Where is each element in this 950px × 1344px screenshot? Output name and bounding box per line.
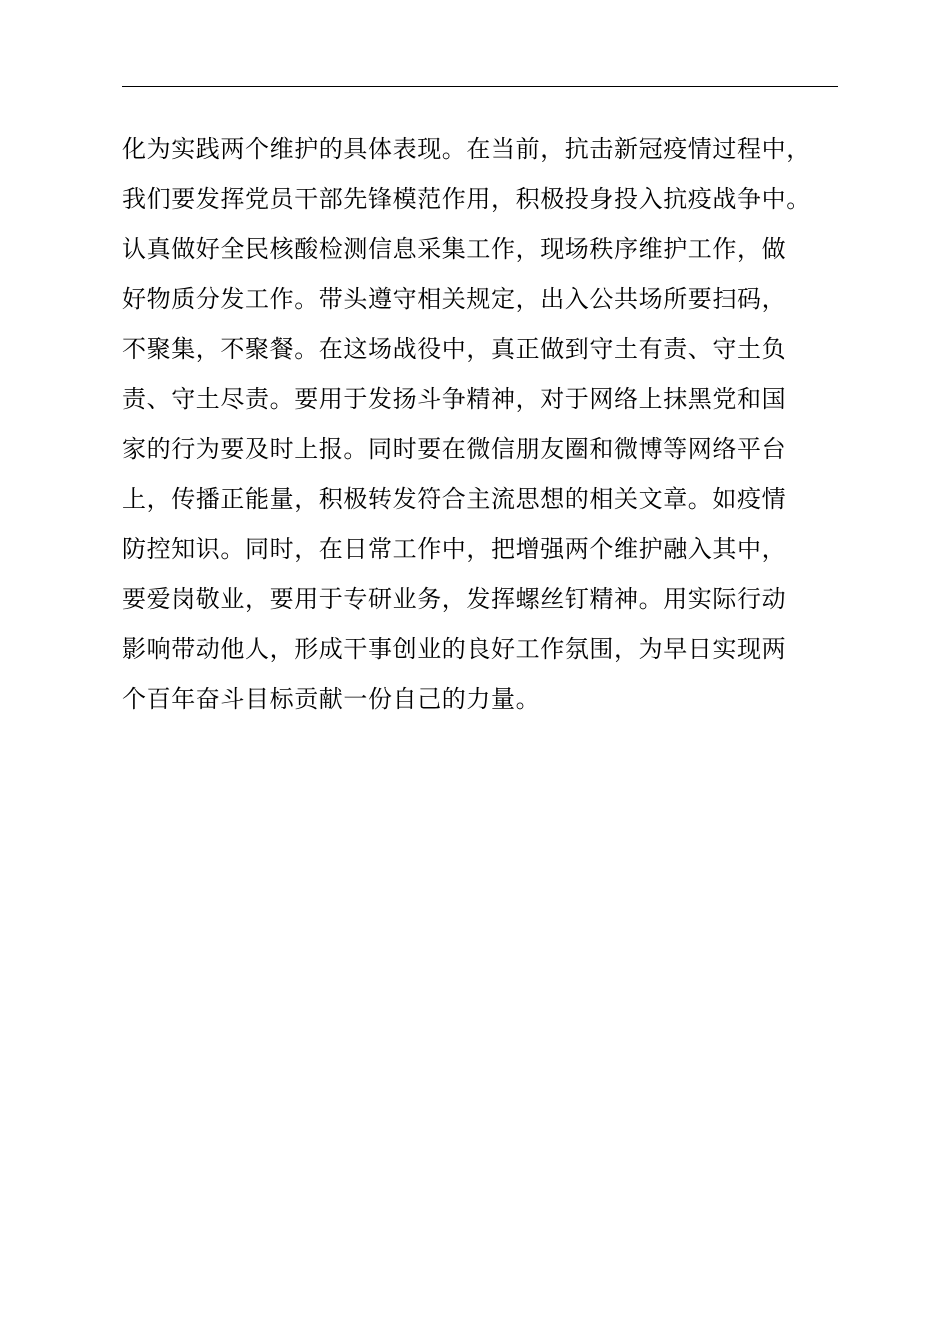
text-line: 要爱岗敬业，要用于专研业务，发挥螺丝钉精神。用实际行动 [122, 585, 787, 613]
text-line: 不聚集，不聚餐。在这场战役中，真正做到守土有责、守土负 [122, 335, 787, 363]
body-paragraph [122, 124, 862, 724]
text-line: 好物质分发工作。带头遵守相关规定，出入公共场所要扫码， [122, 285, 787, 313]
text-line: 化为实践两个维护的具体表现。在当前，抗击新冠疫情过程中， [122, 135, 811, 163]
text-line: 我们要发挥党员干部先锋模范作用，积极投身投入抗疫战争中。 [122, 185, 811, 213]
text-line: 认真做好全民核酸检测信息采集工作，现场秩序维护工作，做 [122, 235, 787, 263]
text-line: 防控知识。同时，在日常工作中，把增强两个维护融入其中， [122, 535, 787, 563]
text-line: 家的行为要及时上报。同时要在微信朋友圈和微博等网络平台 [122, 435, 787, 463]
text-line: 上，传播正能量，积极转发符合主流思想的相关文章。如疫情 [122, 485, 787, 513]
text-line: 责、守土尽责。要用于发扬斗争精神，对于网络上抹黑党和国 [122, 385, 787, 413]
text-line: 个百年奋斗目标贡献一份自己的力量。 [122, 685, 541, 713]
header-divider [122, 86, 838, 87]
text-line: 影响带动他人，形成干事创业的良好工作氛围，为早日实现两 [122, 635, 787, 663]
